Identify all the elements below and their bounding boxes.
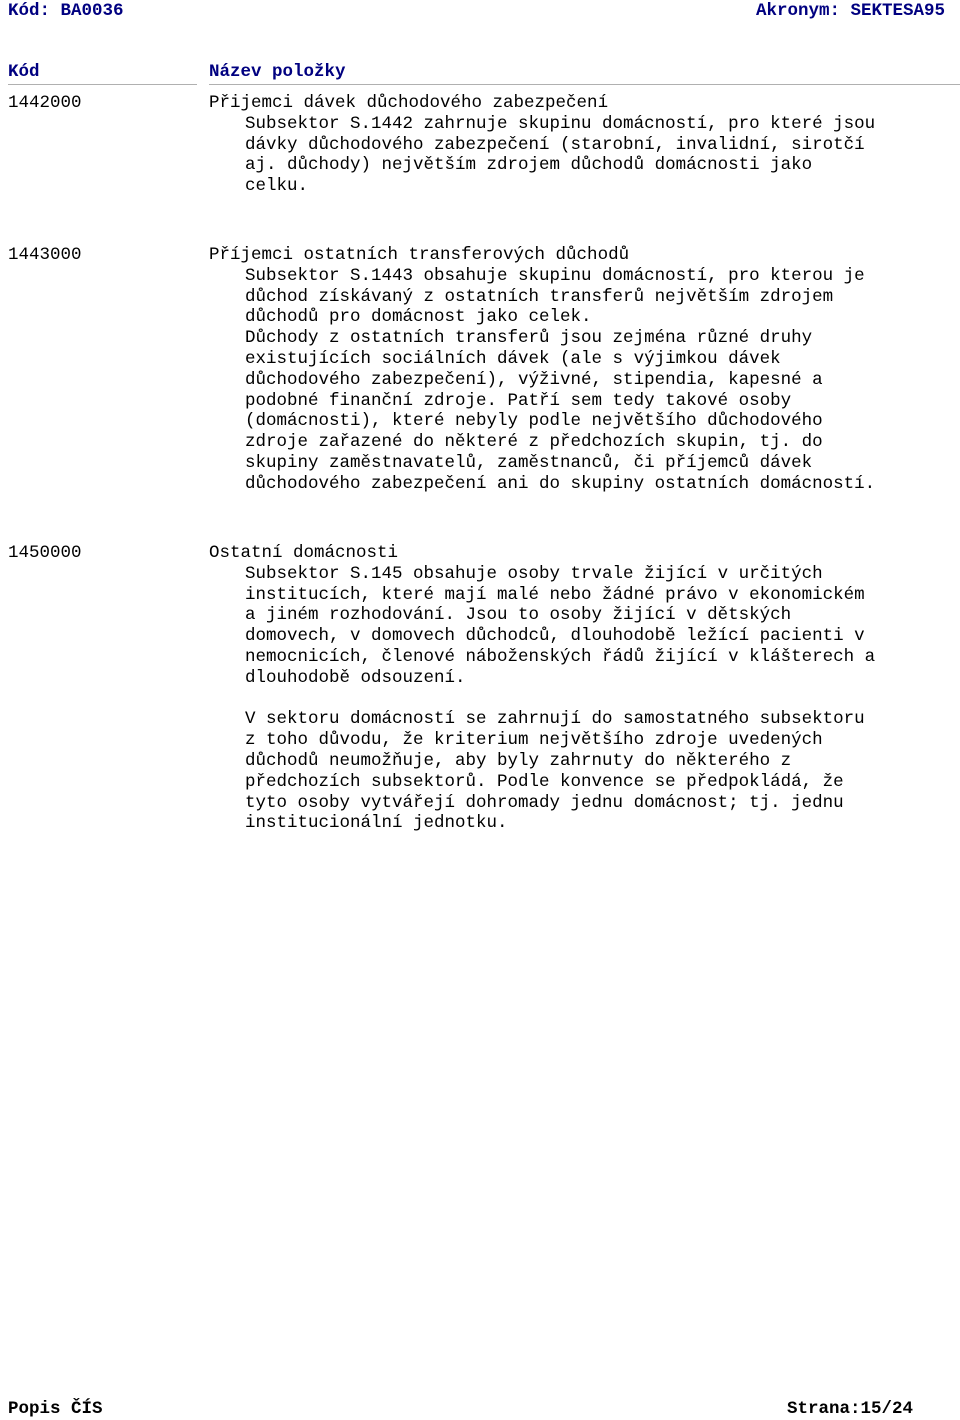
- column-header-rule-code: [8, 84, 197, 85]
- header-acronym: Akronym: SEKTESA95: [755, 1, 945, 21]
- column-header-rule-name: [209, 84, 960, 85]
- item-paragraph: Subsektor S.1442 zahrnuje skupinu domácností, pro které jsou dávky důchodového zabezpečení (starobní, invalidní, sirotčí aj. důchody) největším zdrojem důchodů domácnosti jako celku.: [245, 113, 876, 197]
- item-code: 1450000: [8, 543, 82, 563]
- column-header-code: Kód: [8, 62, 40, 82]
- item-description: [245, 564, 960, 834]
- footer-page-number: Strana:15/24: [786, 1399, 913, 1419]
- item-paragraph: Subsektor S.145 obsahuje osoby trvale žijící v určitých institucích, které mají malé nebo žádné právo v ekonomickém a jiném rozhodování. Jsou to osoby žijící v dětských domovech, v domovech důchodců, dlouhodobě ležící pacienti v nemocnicích, členové náboženských řádů žijící v klášterech a dlouhodobě odsouzení.: [245, 563, 876, 688]
- page-header: [8, 0, 945, 22]
- column-header: [8, 62, 960, 86]
- item-code: 1443000: [8, 245, 82, 265]
- item-description: [245, 114, 960, 197]
- column-header-name: Název položky: [209, 62, 346, 82]
- item-title: Příjemci ostatních transferových důchodů: [209, 245, 630, 265]
- item-paragraph: V sektoru domácností se zahrnují do samostatného subsektoru z toho důvodu, že kriterium největšího zdroje uvedených důchodů neumožňuje, aby byly zahrnuty do některého z předchozích subsektorů. Podle konvence se předpokládá, že tyto osoby vytvářejí dohromady jednu domácnost; tj. jednu institucionální jednotku.: [245, 709, 865, 834]
- item-title: Přijemci dávek důchodového zabezpečení: [209, 93, 609, 113]
- item-description: [245, 266, 960, 495]
- header-code: Kód: BA0036: [8, 1, 124, 21]
- item-paragraph: Subsektor S.1443 obsahuje skupinu domácností, pro kterou je důchod získávaný z ostatních transferů největším zdrojem důchodů pro domácnost jako celek. Důchody z ostatních transferů jsou zejména různé druhy existujících sociálních dávek (ale s výjimkou dávek důchodového zabezpečení), výživné, stipendia, kapesné a podobné finanční zdroje. Patří sem tedy takové osoby (domácnosti), které nebyly podle největšího důchodového zdroje zařazené do některé z předchozích skupin, tj. do skupiny zaměstnavatelů, zaměstnanců, či příjemců dávek důchodového zabezpečení ani do skupiny ostatních domácností.: [245, 265, 876, 494]
- page-footer: [8, 1398, 913, 1420]
- item-title: Ostatní domácnosti: [209, 543, 399, 563]
- item-code: 1442000: [8, 93, 82, 113]
- footer-document-name: Popis ČÍS: [8, 1399, 103, 1419]
